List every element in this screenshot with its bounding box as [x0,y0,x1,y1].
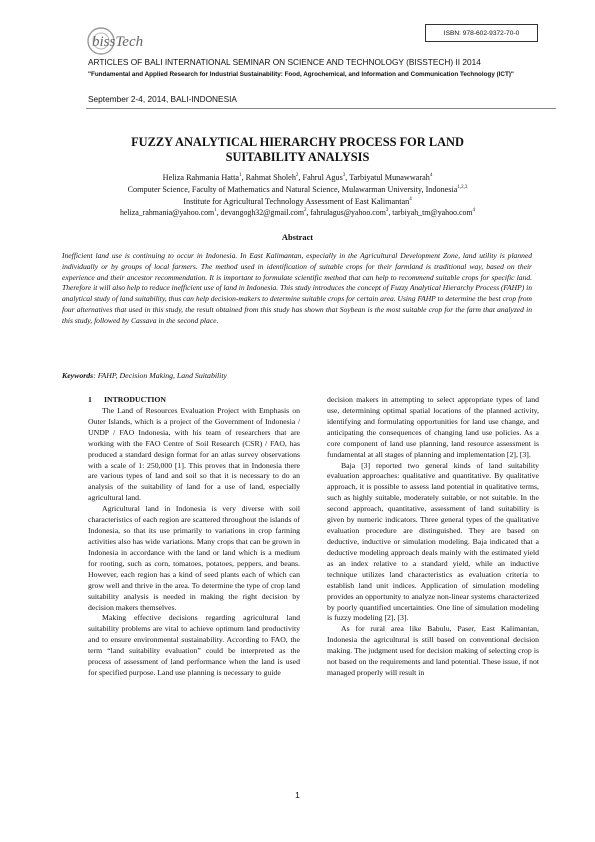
section-number: 1 [88,395,92,404]
email-4[interactable]: tarbiyah_tm@yahoo.com [392,208,473,217]
paragraph: Agricultural land in Indonesia is very diverse with soil characteristics of each region are scattered throughout the islands of Indonesia, so that its use primarily to variations in crop farming activities also has wide variations. Many crops that can be grown in Indonesia in accordance with the land or land which is a medium for rooting, such as corn, tomatoes, potatoes, peppers, and beans. However, each region has a kind of seed plants each of which can grow well and thrive in the area. To determine the type of crop land suitability analysis is needed in making the right decision by decision makers themselves. [88,504,300,612]
institute [60,196,535,207]
author-1: Heliza Rahmania Hatta [162,173,240,182]
keywords [62,370,532,381]
paragraph: Making effective decisions regarding agricultural land suitability problems are vital to achieve optimum land productivity and to ensure environmental sustainability. According to FAO, the term “land suitability evaluation” could be interpreted as the process of assessment of land performance when the land is used for specified purpose. Land use planning is necessary to guide [88,613,300,678]
svg-text:bissTech: bissTech [92,34,144,50]
author-1-sup: 1 [239,173,242,178]
paragraph: The Land of Resources Evaluation Project with Emphasis on Outer Islands, which is a project of the Government of Indonesia / UNDP / FAO Indonesia, with his team of researchers that are working with the FAO Centre of Soil Research (CSR) / FAO, has produced a standard design format for an atlas survey observations with a scale of 1: 250,000 [1]. This proves that in Indonesia there are various types of land and soil so that it is necessary to do an analysis of the suitability of land for a use of land, especially agricultural land. [88,405,300,503]
author-list: Heliza Rahmania Hatta$^1$, Rahmat Sholeh$^2$, Fahrul Agus$^3$, Tarbiyatul Munawwarah$^4$ [162,173,433,182]
affiliation-text: Computer Science, Faculty of Mathematics and Natural Science, Mulawarman University, Indonesia [127,185,458,194]
body-column-left [88,395,300,679]
keywords-text: : FAHP, Decision Making, Land Suitability [93,371,227,380]
paper-title-line-1: FUZZY ANALYTICAL HIERARCHY PROCESS FOR LAND [131,135,464,149]
seminar-title: ARTICLES OF BALI INTERNATIONAL SEMINAR ON SCIENCE AND TECHNOLOGY (BISSTECH) II 2014 [88,57,481,67]
email-2-sup: 2 [303,208,307,213]
author-2: Rahmat Sholeh [245,173,296,182]
email-3[interactable]: fahrulagus@yahoo.com [310,208,386,217]
paper-title-line-2: SUITABILITY ANALYSIS [225,150,370,164]
author-2-sup: 2 [295,173,299,178]
conference-logo [86,24,156,58]
email-3-sup: 3 [385,208,389,213]
email-1-sup: 1 [214,208,217,213]
paragraph: As for rural area like Babulu, Paser, East Kalimantan, Indonesia the agricultural is still based on conventional decision making. The judgment used for decision making of selecting crop is not based on the requirements and land potential. These issue, if not managed properly will result in [327,624,539,678]
section-heading [88,395,300,406]
seminar-theme: "Fundamental and Applied Research for Industrial Sustainability: Food, Agrochemical, and Information and Communication Technology (ICT)" [88,71,514,78]
author-4-sup: 4 [429,173,433,178]
email-4-sup: 4 [472,208,476,213]
affiliation [40,184,555,195]
email-2[interactable]: devangogh32@gmail.com [220,208,304,217]
author-3-sup: 3 [342,173,346,178]
abstract-text: Inefficient land use is continuing to occur in Indonesia. In East Kalimantan, especially in the Agricultural Development Zone, land utility is planned individually or by groups of local farmers. The method used in identification of suitable crops for their farmland is traditional way, based on their experience and their ancestor recommendation. It is important to formulate scientific method that can help to recommend suitable crops for specific land. Therefore it will also help to reduce inefficient use of land in Indonesia. This study introduces the concept of Fuzzy Analytical Hierarchy Process (FAHP) in analytical study of land suitability, thus can help decision-makers to determine suitable crops for certain area. Using FAHP to determine the best crop from four alternatives that used in this study, the result obtained from this study has shown that Soybean is the most suitable crop for the farm that analyzed in this study, followed by Cassava in the second place. [62,251,532,325]
body-column-right [327,395,539,679]
institute-sup: 4 [409,197,412,202]
email-1[interactable]: heliza_rahmania@yahoo.com [119,208,215,217]
email-list: heliza_rahmania@yahoo.com$^1$, devangogh32@gmail.com$^2$, fahrulagus@yahoo.com$^3$, tarbiyah_tm@yahoo.com$^4$ [119,208,476,217]
author-3: Fahrul Agus [302,173,343,182]
affiliation-sup: 1,2,3 [457,185,468,190]
institute-text: Institute for Agricultural Technology Assessment of East Kalimantan [183,197,410,206]
isbn-box: ISBN: 978-602-9372-70-0 [425,24,538,42]
seminar-date-location: September 2-4, 2014, BALI-INDONESIA [88,94,237,104]
header-divider [86,108,556,109]
bisstech-logo-graphic [86,24,156,58]
paragraph: Baja [3] reported two general kinds of land suitability evaluation approaches: qualitative and quantitative. By qualitative approach, it is possible to assess land potential in qualitative terms, such as highly suitable, moderately suitable, or not suitable. In the second approach, quantitative, assessment of land suitability is given by numeric indicators. Three general types of the qualitative evaluation procedure are distinguished. They are based on deductive, inductive or simulation modeling. Baja indicated that a deductive modeling approach deals mainly with the estimated yield as an index relative to a standard yield, while an inductive technique utilizes land characteristics as evaluation criteria to establish land unit indices. Application of simulation modeling provides an opportunity to analyze non-linear systems characterized by poorly quantified uncertainties. One line of simulation modeling is fuzzy modeling [2], [3]. [327,460,539,623]
paragraph: decision makers in attempting to select appropriate types of land use, determining optimal spatial locations of the planned activity, identifying and formulating opportunities for land use change, and anticipating the consequences of changing land use policies. As a core component of land use planning, land resource assessment is fundamental at all stages of planning and implementation [2], [3]. [327,395,539,459]
abstract-heading: Abstract [281,233,314,242]
paper-title [60,135,535,165]
page-number: 1 [295,790,300,800]
keywords-label: Keywords [62,371,94,380]
section-title: INTRODUCTION [104,395,167,404]
author-4: Tarbiyatul Munawwarah [349,173,430,182]
